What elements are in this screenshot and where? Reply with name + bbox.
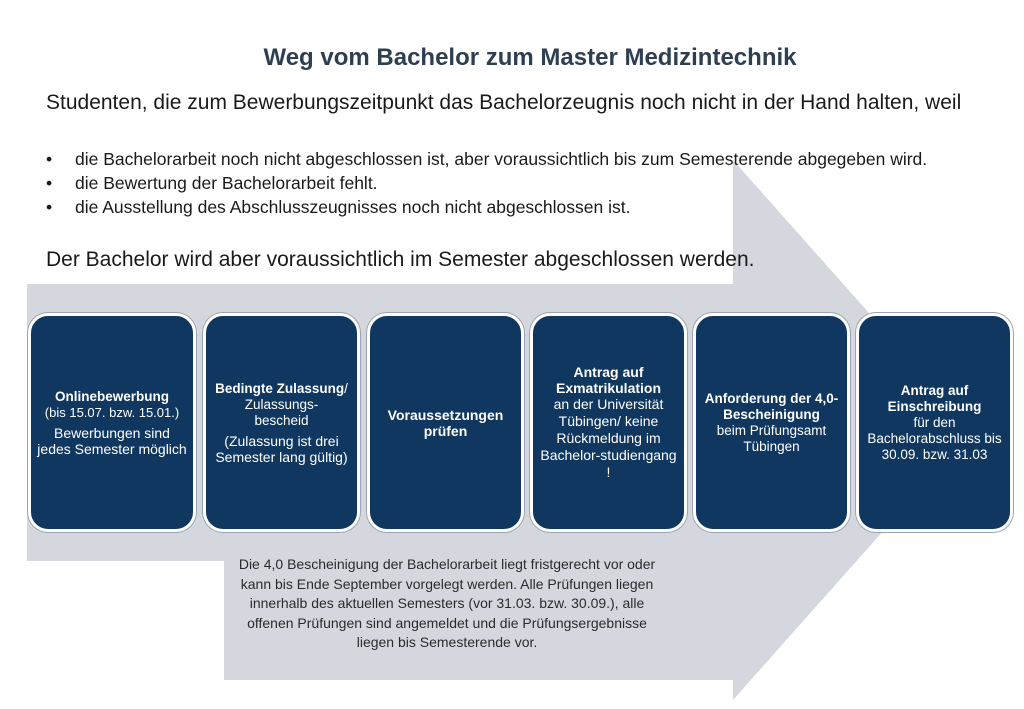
bullet-icon: • [46,197,53,217]
step-detail: an der Universität Tübingen/ keine Rückmeldung im Bachelor-studiengang ! [540,396,677,480]
step-request-certificate [693,313,850,532]
list-item [46,147,966,171]
step-title: Anforderung der 4,0-Bescheinigung [704,390,839,422]
intro-text: Studenten, die zum Bewerbungszeitpunkt das Bachelorzeugnis noch nicht in der Hand halten, weil [46,91,962,114]
list-item-text: die Bachelorarbeit noch nicht abgeschlossen ist, aber voraussichtlich bis zum Semesterende abgegeben wird. [75,149,928,169]
list-item [46,195,966,219]
step-detail: Zulassungs-bescheid [244,396,319,428]
reasons-list [46,147,966,219]
step-exmatriculation [530,313,687,532]
step-title-row [215,381,348,397]
bullet-icon: • [46,149,53,169]
step-title: Onlinebewerbung [54,388,169,404]
step-detail: (Zulassung ist drei Semester lang gültig) [215,432,348,465]
list-item [46,171,966,195]
step-title: Antrag auf Einschreibung [887,382,982,414]
requirements-note: Die 4,0 Bescheinigung der Bachelorarbeit liegt fristgerecht vor oder kann bis Ende September vorgelegt werden. Alle Prüfungen liegen innerhalb des aktuellen Semesters (vor 31.03. bzw. 30.09.), alle offenen Prüfungen sind angemeldet und die Prüfungsergebnisse liegen bis Semesterende vor. [238,556,656,650]
bullet-icon: • [46,173,53,193]
step-detail: Bewerbungen sind jedes Semester möglich [37,424,187,457]
step-title: Voraussetzungen prüfen [387,406,504,439]
step-detail: (bis 15.07. bzw. 15.01.) [44,404,180,420]
conclusion-text: Der Bachelor wird aber voraussichtlich im Semester abgeschlossen werden. [46,248,755,271]
list-item-text: die Bewertung der Bachelorarbeit fehlt. [75,173,378,193]
step-title: Antrag auf Exmatrikulation [555,364,662,396]
step-title-suffix: / [344,380,348,396]
step-detail: beim Prüfungsamt Tübingen [716,422,827,454]
step-conditional-admission [203,313,360,532]
page-title: Weg vom Bachelor zum Master Medizintechnik [263,44,797,71]
step-enrollment [856,313,1013,532]
step-check-requirements [367,313,524,532]
step-online-application [28,313,196,532]
list-item-text: die Ausstellung des Abschlusszeugnisses noch nicht abgeschlossen ist. [75,197,631,217]
step-title: Bedingte Zulassung [215,380,345,396]
step-detail: für den Bachelorabschluss bis 30.09. bzw. 31.03 [867,414,1002,462]
